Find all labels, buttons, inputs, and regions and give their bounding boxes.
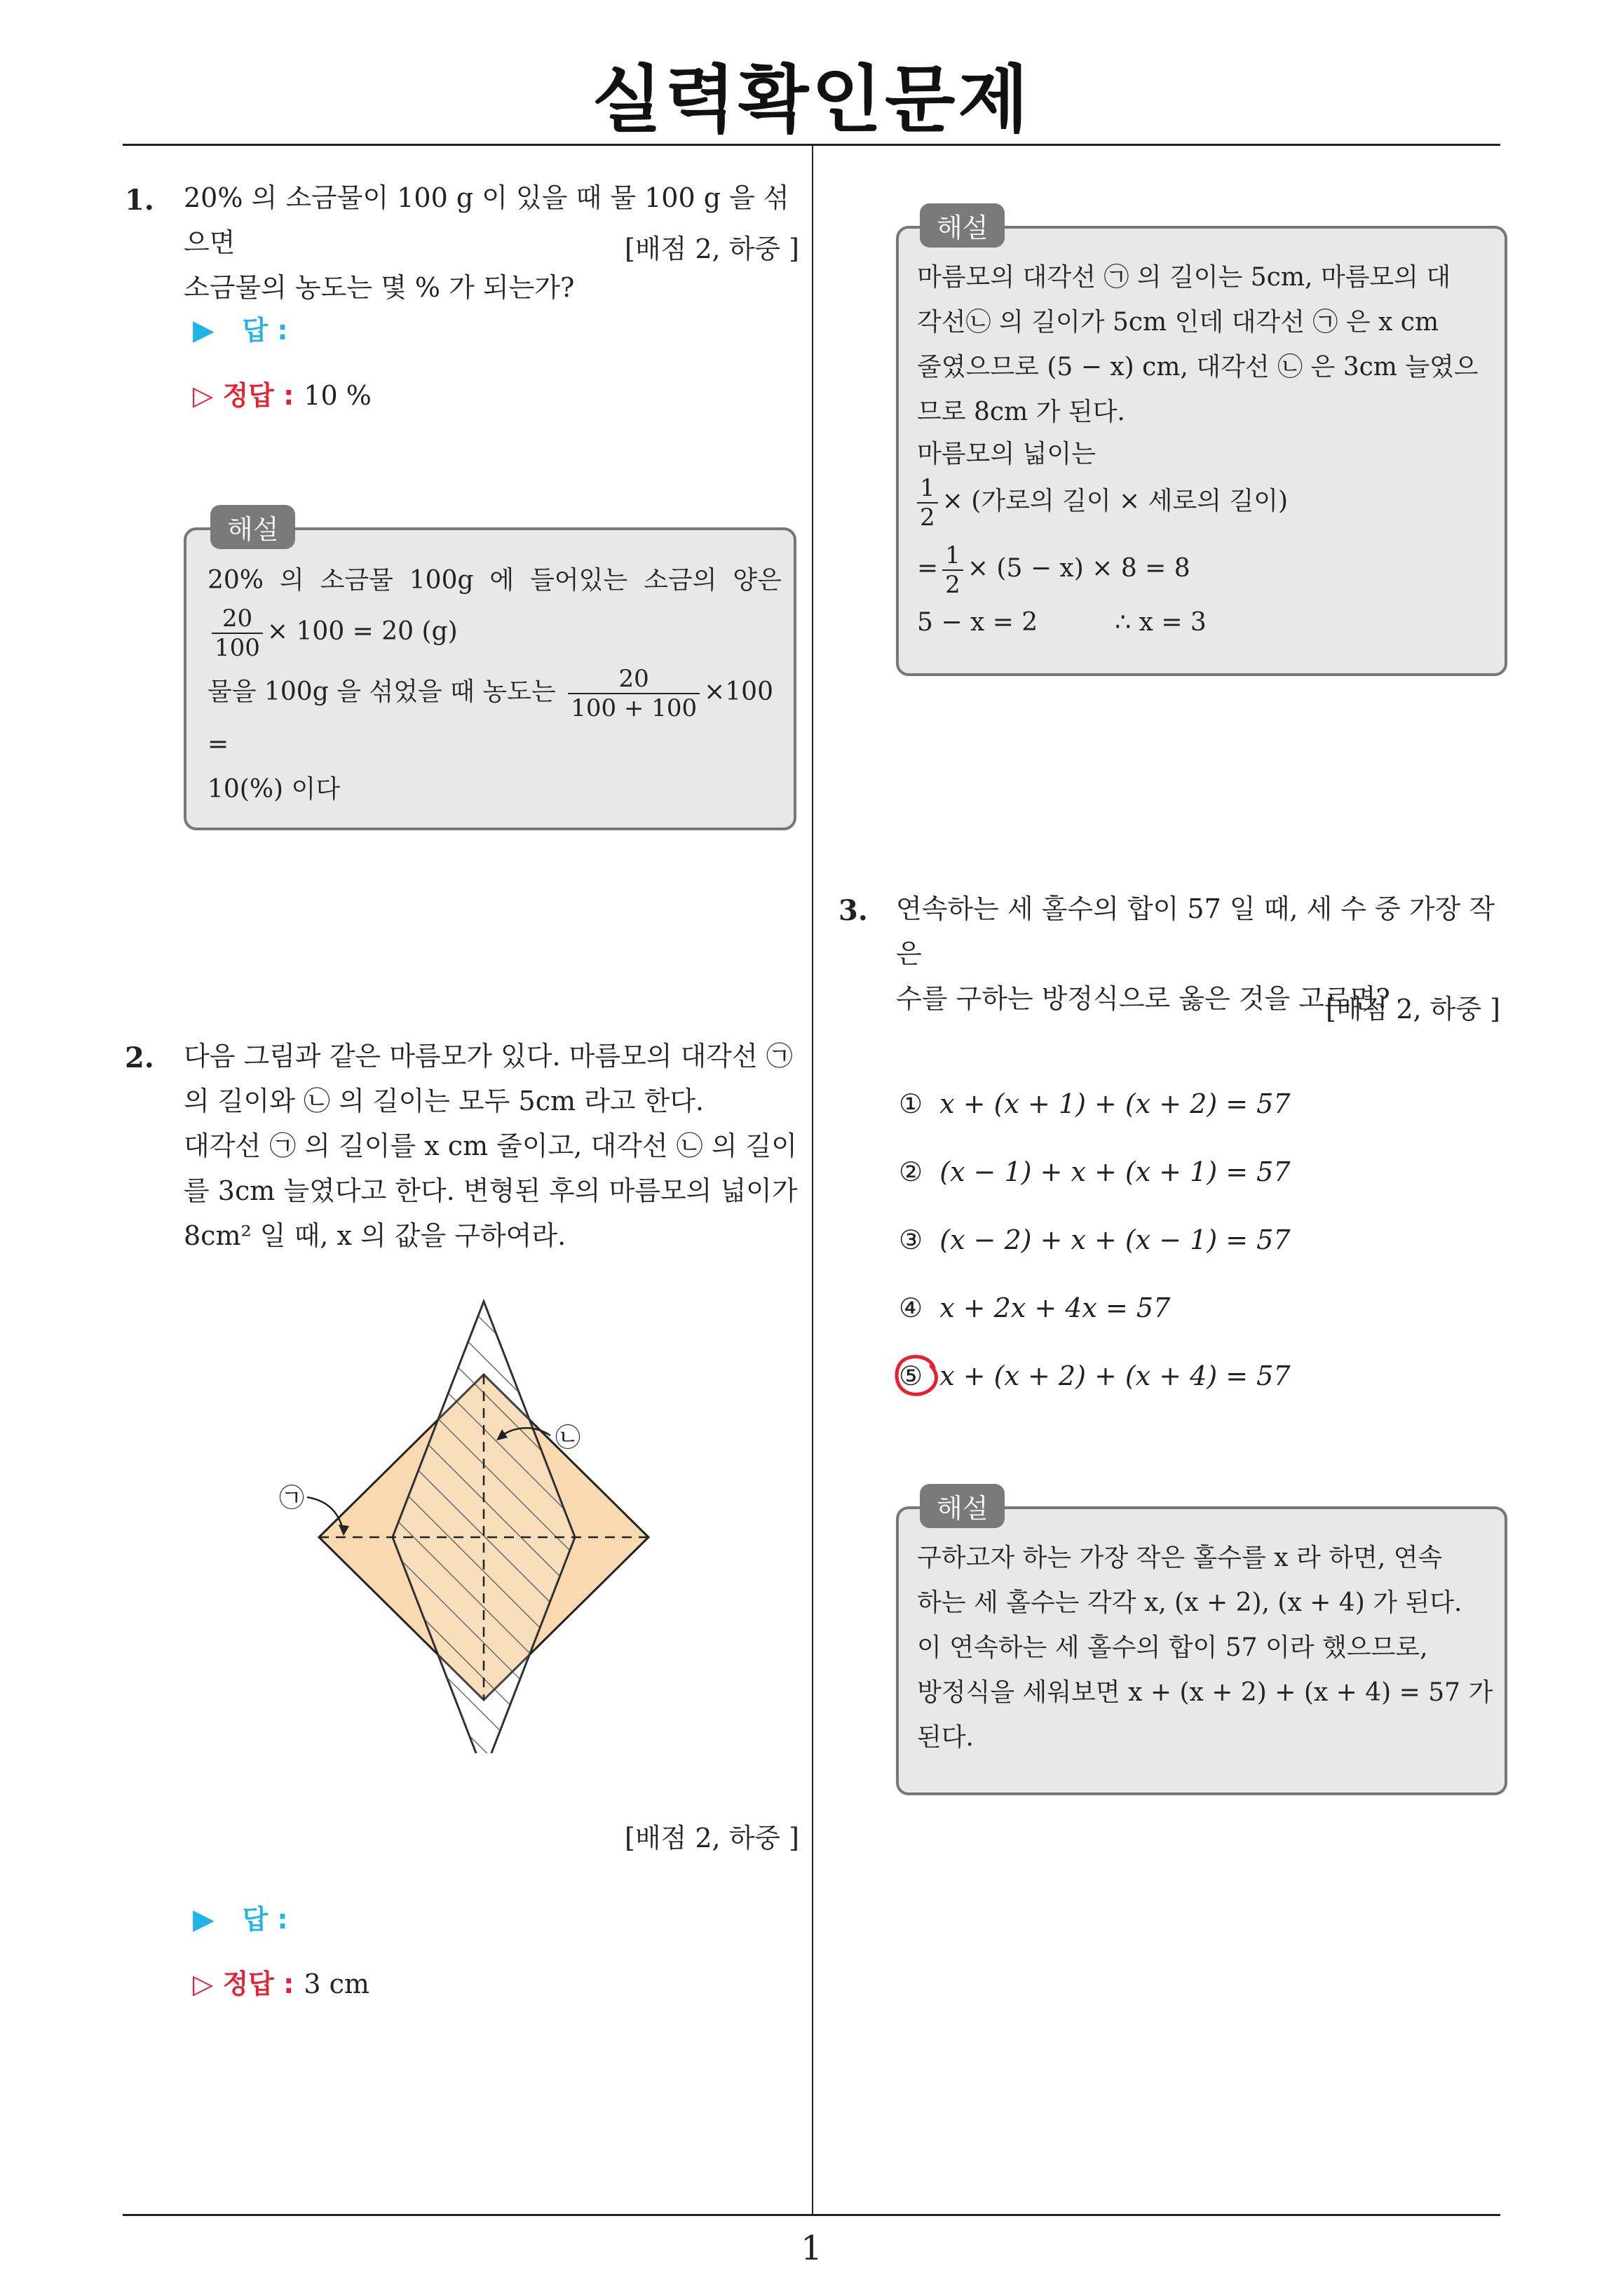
q1-line2: 소금물의 농도는 몇 % 가 되는가? (184, 272, 575, 303)
q2-explanation-tag: 해설 (920, 203, 1005, 248)
play-outline-icon: ▷ (193, 380, 214, 411)
fig-label-a: ㉠ (279, 1484, 305, 1513)
fig-label-b: ㉡ (555, 1424, 581, 1452)
q3-explanation-text: 구하고자 하는 가장 작은 홀수를 x 라 하면, 연속 하는 세 홀수는 각각 x, (x + 2), (x + 4) 가 된다. 이 연속하는 세 홀수의 합이 57 이라 했으므로, 방정식을 세워보면 x + (x + 2) + (x + 4) = 57 가 된다. (917, 1544, 1493, 1752)
column-divider (812, 144, 813, 2215)
q2-number: 2. (125, 1041, 154, 1074)
q3-points: [배점 2, 하중 ] (1326, 994, 1500, 1025)
rhombus-figure (273, 1290, 666, 1753)
q3-options (899, 1088, 1291, 1429)
page-title: 실력확인문제 (592, 57, 1031, 142)
play-outline-icon: ▷ (193, 1969, 214, 1999)
q2-answer-label: ▶ 답 : (193, 1903, 288, 1936)
bottom-rule (123, 2214, 1500, 2216)
q1-correct: ▷ 정답 : 10 % (193, 380, 372, 411)
q1-number: 1. (125, 184, 154, 217)
q3-explanation-tag: 해설 (920, 1484, 1005, 1528)
q2-correct: ▷ 정답 : 3 cm (193, 1969, 369, 1999)
selected-circle-icon (892, 1351, 942, 1401)
q3-option-2[interactable]: ② (x − 1) + x + (x + 1) = 57 (899, 1156, 1291, 1187)
page-number: 1 (801, 2229, 822, 2268)
q3-text: 연속하는 세 홀수의 합이 57 일 때, 세 수 중 가장 작은 수를 구하는 방정식으로 옳은 것을 고르면? (896, 893, 1495, 1014)
q2-correct-value: 3 cm (304, 1969, 369, 1999)
q1-answer-label: ▶ 답 : (193, 314, 288, 346)
q1-correct-value: 10 % (304, 380, 372, 411)
q3-option-3[interactable]: ③ (x − 2) + x + (x − 1) = 57 (899, 1224, 1291, 1255)
q2-text: 다음 그림과 같은 마름모가 있다. 마름모의 대각선 ㉠ 의 길이와 ㉡ 의 길이는 모두 5cm 라고 한다. 대각선 ㉠ 의 길이를 x cm 줄이고, 대각선 ㉡ 의 길이 를 3cm 늘였다고 한다. 변형된 후의 마름모의 넓이가 8cm² 일 때, x 의 값을 구하여라. (184, 1041, 798, 1251)
q3-option-5[interactable]: ⑤ x + (x + 2) + (x + 4) = 57 (899, 1360, 1291, 1429)
play-icon: ▶ (193, 1903, 215, 1936)
q1-line1: 20% 의 소금물이 100 g 이 있을 때 물 100 g 을 섞으면 (184, 182, 789, 258)
play-icon: ▶ (193, 314, 215, 346)
q3-option-1[interactable]: ① x + (x + 1) + (x + 2) = 57 (899, 1088, 1291, 1119)
q1-explanation-tag: 해설 (210, 505, 295, 549)
q3-option-4[interactable]: ④ x + 2x + 4x = 57 (899, 1292, 1171, 1323)
q2-explanation-text: 마름모의 대각선 ㉠ 의 길이는 5cm, 마름모의 대 각선㉡ 의 길이가 5cm 인데 대각선 ㉠ 은 x cm 줄였으므로 (5 − x) cm, 대각선 ㉡ 은 3cm 늘였으 므로 8cm 가 된다. 마름모의 넓이는 $\frac{1}{2}$ × (가로의 길이 × 세로의 길이) = $\frac{1}{2}$ × (5 − x) × 8 = 8 5 − x = 2 ∴ x = 3 (917, 263, 1479, 637)
q1-explanation-text: 20% 의 소금물 100g 에 들어있는 소금의 양은 $\frac{20}{100}$ × 100 = 20 (g) 물을 100g 을 섞었을 때 농도는 $\frac{20}{100 + 100}$ ×100 = 10(%) 이다 (208, 566, 782, 804)
q3-number: 3. (838, 894, 868, 927)
q1-points: [배점 2, 하중 ] (625, 234, 799, 264)
q2-points: [배점 2, 하중 ] (625, 1823, 799, 1853)
